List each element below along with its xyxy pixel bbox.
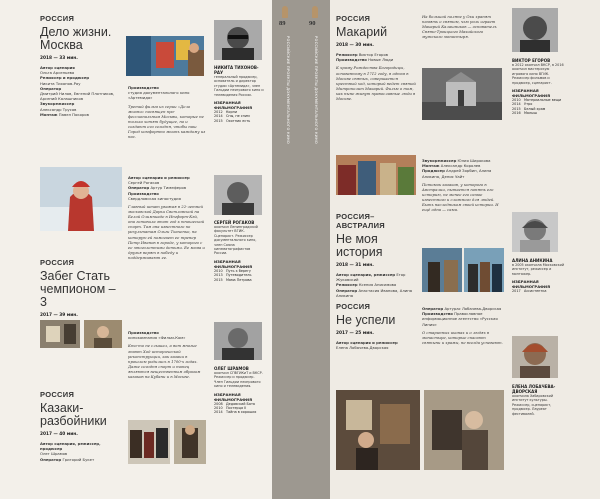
entry-country: РОССИЯ– АВСТРАЛИЯ (336, 212, 385, 230)
photo-ne-uspeli-1 (336, 390, 420, 470)
entry-meta: 2018 — 33 мин. (40, 56, 78, 61)
person-bio: в 2012 окончил ВКСР, в 2016 окончил мастерскую игрового кино ВГИК. Режиссер фильмов и продюсер, сценарист. (512, 63, 564, 85)
photo-zabeg-1 (40, 320, 80, 348)
photo-ne-moya-2 (464, 248, 504, 292)
right-page (300, 0, 600, 499)
entry-delo-zhizni (40, 14, 118, 117)
film-row: 2014 Утро (512, 102, 533, 107)
portrait-shramov (214, 322, 262, 360)
photo-delo-zhizni (126, 36, 204, 76)
film-row: 2016 Малыш (512, 111, 537, 116)
entry-country: РОССИЯ (40, 14, 75, 23)
photo-kazaki (128, 420, 170, 464)
photo-zabeg-2 (84, 320, 122, 348)
person-name: СЕРГЕЙ РОГАКОВ (214, 220, 255, 225)
film-row: 2017 Ассистентка (512, 289, 547, 294)
entry-description: О старинных иконах и о людях в монастыре, которые спасают святыни и храмы, не всегда успевают. (422, 329, 503, 345)
entry-credits: Автор сценария и режиссер Елена Лобачева-Дворская (336, 340, 398, 351)
person-name: ЕЛЕНА ЛОБАЧЕВА-ДВОРСКАЯ (512, 384, 556, 394)
entry-credits: Автор сценария, режиссер, продюсер Олег Шрамов Оператор Григорий Букет (40, 441, 101, 462)
entry-country: РОССИЯ (336, 302, 371, 311)
entry-description: Третий фильм из серии «Дело жизни» посвящен про-фессиональным Москвы, которые не только хотят будущее, но и создают его сегодня, чтобы наш Город комфортно жизнь каждому из нас. (128, 103, 206, 140)
film-row: 2010 Постерца II (214, 406, 247, 411)
entry-kazaki-desc: Производство кинокомпания «Фильм-Ком» Кто-то не слышал, а вот многие знают Ход исторической реконструкции, как казаки в прошлом родились в 1700-х годах. Даже сегодня спорт и танец являются вещественным образом казаков на Кубани и в Москве. (128, 330, 206, 379)
entry-meta: 2017 — 40 мин. (40, 432, 78, 437)
entry-meta: 2018 — 30 мин. (336, 43, 374, 48)
film-row: 2015 Охотник есть (214, 118, 251, 123)
portrait-egorov (512, 8, 558, 52)
page-number: 90 (309, 20, 316, 27)
filmography-heading: ИЗБРАННАЯ ФИЛЬМОГРАФИЯ (214, 258, 253, 269)
strip-caption: РОССИЙСКИЕ ПРОЕКТЫ ДОКУМЕНТАЛЬНОГО КИНО (286, 36, 290, 145)
entry-description: Потомок казаков, у которого в Австралии, пытается понять его историю, не менее его самое известного и сложного для людей. Быть наследником своей истории. И ещё одна — сама. (422, 181, 499, 213)
emblem-icon (312, 6, 318, 18)
entry-country: РОССИЯ (40, 258, 75, 267)
film-row: 2015 Мама Петрова (214, 277, 252, 282)
film-row: 2015 Белый храм (512, 106, 546, 111)
person-name: НИКИТА ТИХОНОВ-РАУ (214, 65, 259, 75)
film-row: 2008 Дедовский Бата (214, 401, 256, 406)
entry-credits: Автор сценария Ольга Арсеньева Режиссер и продюсер Никита Тихонов-Рау Оператор Дмитрий Нилов, Евгений Плотников, Арсений Калашников Звукорежиссер Александр Трусов Монтаж Павел Покоров (40, 65, 115, 117)
person-bio: окончил СПбГИКиТ и ВКСР. Режиссер и продюсер. Член Гильдии неигрового кино и телевидения. (214, 371, 263, 389)
entry-kazaki (40, 390, 122, 462)
page-number: 89 (279, 20, 286, 27)
person-bio: окончила Хабаровский институт культуры. Режиссер, сценарист, продюсер. Лауреат фестивалей. (512, 394, 554, 416)
filmography-heading: ИЗБРАННАЯ ФИЛЬМОГРАФИЯ (214, 391, 253, 402)
photo-runner (40, 167, 122, 231)
person-name: АЛИНА АНИКИНА (512, 258, 553, 263)
emblem-icon (282, 6, 288, 18)
entry-meta: 2017 — 25 мин. (336, 331, 374, 336)
film-row: 2014 Тайна в хороших (214, 410, 257, 415)
entry-credits: Режиссер Виктор Егоров Производство Новые Люди (336, 52, 394, 63)
filmography-heading: ИЗБРАННАЯ ФИЛЬМОГРАФИЯ (214, 100, 253, 111)
entry-ne-moya (336, 212, 418, 298)
entry-title: Дело жизни. Москва (40, 25, 112, 52)
entry-ne-moya-crew: Звукорежиссер Юлия Широкова Монтаж Александр Королев Продюсер Андрей Зорбин, Алина Аникина, Денис Уайт Потомок казаков, у которого в Австралии, пытается понять его историю, не менее его самое известного и сложного для людей. Быть наследником своей истории. И ещё одна — сама. (422, 158, 504, 212)
film-row: 2013 Путеводитель (214, 273, 252, 278)
photo-ne-uspeli-2 (424, 390, 504, 470)
strip-caption: РОССИЙСКИЕ ПРОЕКТЫ ДОКУМЕНТАЛЬНОГО КИНО (314, 36, 318, 145)
person-anikina (512, 256, 566, 294)
entry-description: Кто-то не слышал, а вот многие знают Ход исторической реконструкции, как казаки в прошлом родились в 1700-х годах. Даже сегодня спорт и танец являются вещественным образом казаков на Кубани и в Москве. (128, 343, 201, 379)
person-bio: генеральный продюсер, основатель и директор студии «Артемида», член Гильдии неигрового кино и телевидения России. (214, 75, 264, 97)
portrait-tikhonov (214, 20, 262, 60)
person-lobacheva (512, 382, 566, 416)
film-row: 2010 Материальные вещи (512, 98, 562, 103)
entry-country: РОССИЯ (336, 14, 371, 23)
entry-title: Не моя история (336, 232, 383, 259)
person-egorov (512, 56, 566, 116)
entry-zabeg-credits: Автор сценария и режиссер Сергей Рогаков Оператор Артур Тимеферов Производство Свердловская киностудия Главный штат уважая в 22-летней московской Дарьи Светловской на Белой Олимпиаде в Ингфорт-Кэй, она готовила этот год к юношеской спорт. Там она известного по результатам Ольги Ткаченко, на которую ей помогает ее тренер Петр Иванов в городе, у которого с ее многолетними детьми. Ее мама и друзья верят в победу и поддерживают ее. (128, 175, 205, 260)
person-tikhonov (214, 63, 264, 123)
person-bio: окончил Ленинградский факультет ВГИК. Сценарист. Режиссер документального кино, член Союза кинематографистов России. (214, 225, 258, 256)
entry-meta: 2017 — 39 мин. (40, 313, 78, 318)
entry-description: На большой поляне у Оки хранят память о святом, чью роль играет Макарий Калашников — основатель Свято-Троицкого Махийского мужского монастыря. (422, 14, 497, 40)
person-name: ВИКТОР ЕГОРОВ (512, 58, 551, 63)
person-shramov (214, 364, 264, 415)
photo-kazaki-2 (174, 420, 206, 464)
entry-title: Макарий (336, 25, 388, 39)
portrait-anikina (512, 212, 558, 252)
entry-zabeg (40, 258, 122, 318)
portrait-lobacheva (512, 336, 558, 378)
entry-country: РОССИЯ (40, 390, 75, 399)
entry-title: Забег Стать чемпионом – 3 (40, 269, 116, 309)
person-name: ОЛЕГ ШРАМОВ (214, 366, 249, 371)
photo-makariy-people (336, 155, 416, 195)
entry-makariy-desc2 (422, 14, 504, 39)
person-rogakov (214, 218, 264, 282)
entry-credits: Автор сценария, режиссер Егор Жуковский Режиссер Ксения Анисимова Оператор Анастасия Иванова, Алина Аникина (336, 272, 413, 298)
portrait-rogakov (214, 175, 262, 215)
film-row: 2012 Корни (214, 110, 238, 115)
photo-ne-moya-1 (422, 248, 462, 292)
filmography-heading: ИЗБРАННАЯ ФИЛЬМОГРАФИЯ (512, 279, 551, 290)
entry-description: Главный штат уважая в 22-летней московской Дарьи Светловской на Белой Олимпиаде в Ингфорт-Кэй, она готовила этот год к юношеской спорт. Там она известного по результатам Ольги Ткаченко, на которую ей помогает ее тренер Петр Иванов в городе, у которого с ее многолетними детьми. Ее мама и друзья верят в победу и поддерживают ее. (128, 204, 205, 260)
filmography-heading: ИЗБРАННАЯ ФИЛЬМОГРАФИЯ (512, 88, 551, 99)
entry-title: Казаки-разбойники (40, 401, 107, 428)
person-bio: в 2005 окончила Московский институт, режиссер и монтажер. (512, 263, 565, 276)
entry-ne-uspeli-crew: Оператор Артурас Лобачева-Дворская Производство Православное информационное агентство «Русская Линия» О старинных иконах и о людях в монастыре, которые спасают святыни и храмы, не всегда успевают. (422, 306, 503, 345)
entry-meta: 2018 — 31 мин. (336, 263, 374, 268)
photo-makariy-church (422, 68, 502, 120)
film-row: 2014 Сны, не спим (214, 114, 250, 119)
entry-ne-uspeli (336, 302, 418, 350)
entry-description: К храму Рождества Богородицы, основанному в 1712 году, в одном в Москве святых, совершается крестный ход, который ведет святой Митрополит Макарий. Фильм о том, как ныне живут православные люди в Москве. (336, 65, 416, 101)
entry-delo-zhizni-desc: Производство студия документального кино «Артемида» Третий фильм из серии «Дело жизни» посвящен про-фессиональным Москвы, которые не только хотят будущее, но и создают его сегодня, чтобы наш Город комфортно жизнь каждому из нас. (128, 85, 206, 140)
entry-title: Не успели (336, 313, 396, 327)
entry-makariy (336, 14, 416, 101)
film-row: 2010 Путь к берегу (214, 268, 251, 273)
